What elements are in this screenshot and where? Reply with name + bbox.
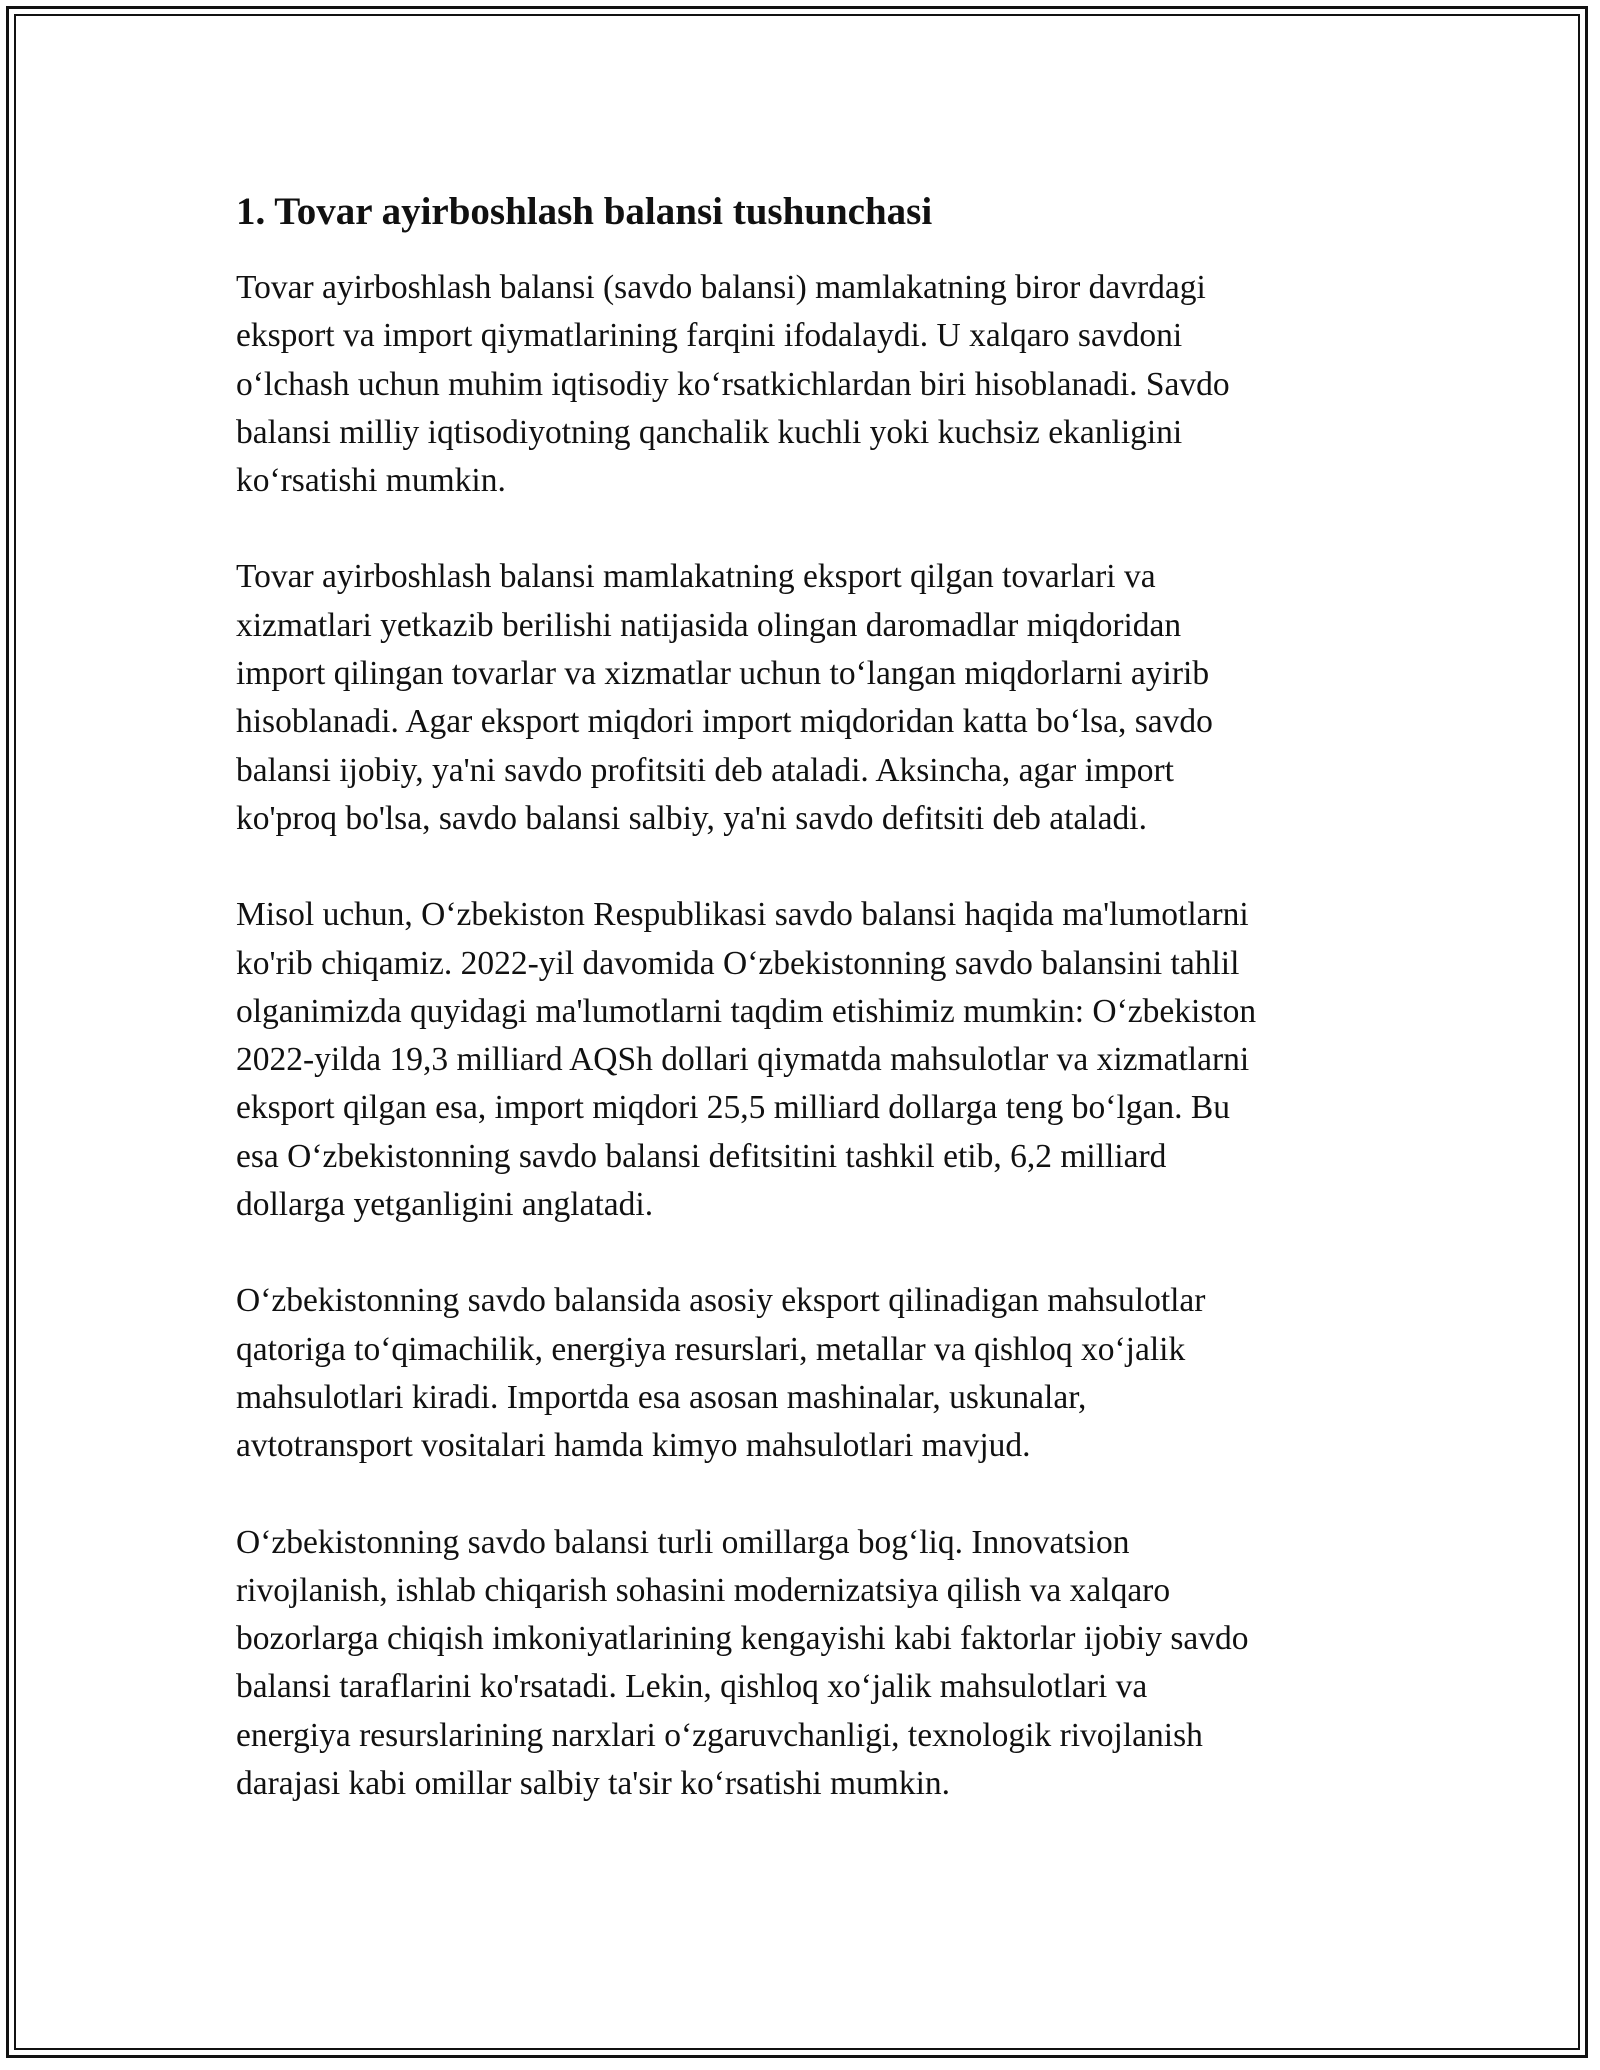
paragraph-factors: O‘zbekistonning savdo balansi turli omillarga bog‘liq. Innovatsion rivojlanish, ishlab chiqarish sohasini modernizatsiya qilish va xalqaro bozorlarga chiqish imkoniyatlarining kengayishi kabi faktorlar ijobiy savdo balansi taraflarini ko'rsatadi. Lekin, qishloq xo‘jalik mahsulotlari va energiya resurslarining narxlari o‘zgaruvchanligi, texnologik rivojlanish darajasi kabi omillar salbiy ta'sir ko‘rsatishi mumkin. [236,1523,1249,1803]
paragraph-definition: Tovar ayirboshlash balansi (savdo balansi) mamlakatning biror davrdagi eksport va import qiymatlarining farqini ifodalaydi. U xalqaro savdoni o‘lchash uchun muhim iqtisodiy ko‘rsatkichlardan biri hisoblanadi. Savdo balansi milliy iqtisodiyotning qanchalik kuchli yoki kuchsiz ekanligini ko‘rsatishi mumkin. [236,269,1230,500]
section-title: 1. Tovar ayirboshlash balansi tushunchasi [236,190,933,233]
paragraph-example: Misol uchun, O‘zbekiston Respublikasi savdo balansi haqida ma'lumotlarni ko'rib chiqamiz. 2022-yil davomida O‘zbekistonning savdo balansini tahlil olganimizda quyidagi ma'lumotlarni taqdim etishimiz mumkin: O‘zbekiston 2022-yilda 19,3 milliard AQSh dollari qiymatda mahsulotlar va xizmatlarni eksport qilgan esa, import miqdori 25,5 milliard dollarga teng bo‘lgan. Bu esa O‘zbekistonning savdo balansi defitsitini tashkil etib, 6,2 milliard dollarga yetganligini anglatadi. [236,896,1257,1224]
paragraph-export-import: O‘zbekistonning savdo balansida asosiy eksport qilinadigan mahsulotlar qatoriga to‘qimachilik, energiya resurslari, metallar va qishloq xo‘jalik mahsulotlari kiradi. Importda esa asosan mashinalar, uskunalar, avtotransport vositalari hamda kimyo mahsulotlari mavjud. [236,1282,1206,1465]
paragraph-calculation: Tovar ayirboshlash balansi mamlakatning eksport qilgan tovarlari va xizmatlari yetkazib berilishi natijasida olingan daromadlar miqdoridan import qilingan tovarlar va xizmatlar uchun to‘langan miqdorlarni ayirib hisoblanadi. Agar eksport miqdori import miqdoridan katta bo‘lsa, savdo balansi ijobiy, ya'ni savdo profitsiti deb ataladi. Aksincha, agar import ko'proq bo'lsa, savdo balansi salbiy, ya'ni savdo defitsiti deb ataladi. [236,558,1213,837]
document-body [236,188,1366,1856]
